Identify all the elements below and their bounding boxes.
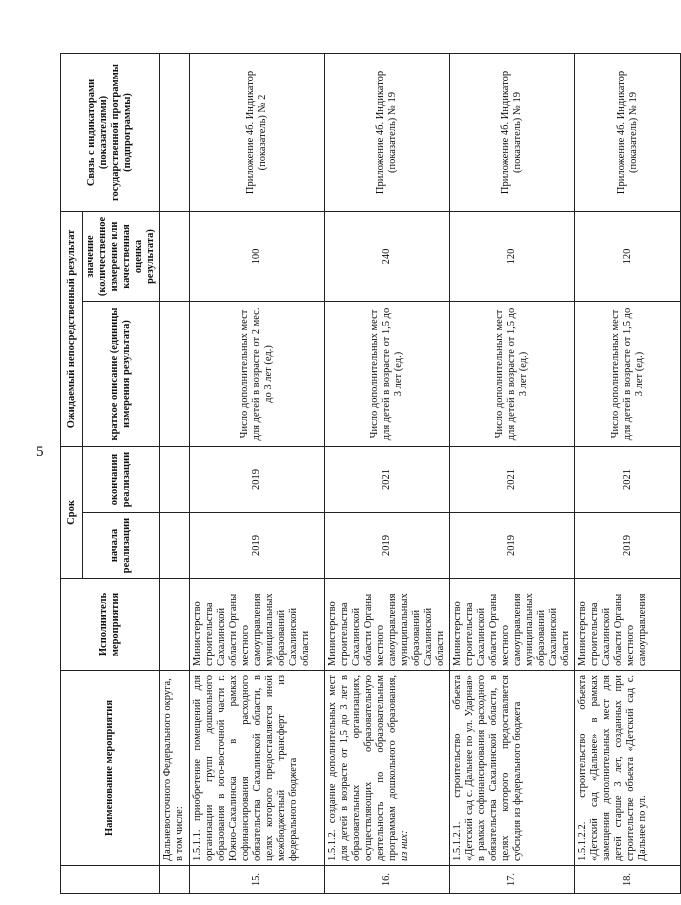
row-link: Приложение 4б. Индикатор (показатель) № 19 [325, 53, 450, 211]
table-row [325, 53, 450, 893]
row-link: Приложение 4б. Индикатор (показатель) № 19 [575, 53, 681, 211]
row-name-italic: из них: [399, 830, 410, 861]
row-name: 1.5.1.1. приобретение помещений для организации групп дошкольного образования в юго-восточной части г. Южно-Сахалинска в рамках софинансирования расходного обязательства Сахалинской области, в целях которого предоставляется иной межбюджетный трансферт из федерального бюджета [190, 671, 325, 866]
row-start: 2019 [450, 513, 575, 579]
row-desc: Число дополнительных мест для детей в возрасте от 1,5 до 3 лет (ед.) [575, 301, 681, 446]
row-link: Приложение 4б. Индикатор (показатель) № 2 [190, 53, 325, 211]
row-value: 120 [575, 211, 681, 301]
row-name: 1.5.1.2.2. строительство объекта «Детский сад «Дальнее» в рамках замещения дополнительных мест для детей старше 3 лет, созданных при строительстве объекта «Детский сад с. Дальнее по ул. [575, 671, 681, 866]
row-number: 18. [575, 866, 681, 894]
rotated-table-container [60, 54, 648, 894]
header-executor: Исполнитель мероприятия [61, 579, 160, 671]
row-name [325, 671, 450, 866]
header-link: Связь с индикаторами (показателями) государственной программы (подпрограммы) [61, 53, 160, 211]
row-name: 1.5.1.2.1. строительство объекта «Детский сад с. Дальнее по ул. Ударная» в рамках софинансирования расходного обязательства Сахалинской области, в целях которого предоставляется субсидия из федерального бюджета [450, 671, 575, 866]
header-expected: Ожидаемый непосредственный результат [61, 211, 83, 446]
continuation-text: Дальневосточного Федерального округа, в том числе: [160, 671, 190, 866]
header-end: окончания реализации [83, 446, 160, 512]
header-name: Наименование мероприятия [61, 671, 160, 866]
row-number: 15. [190, 866, 325, 894]
row-executor: Министерство строительства Сахалинской области Органы местного самоуправления [575, 579, 681, 671]
row-executor: Министерство строительства Сахалинской области Органы местного самоуправления муниципальных образований Сахалинской области [190, 579, 325, 671]
row-executor: Министерство строительства Сахалинской области Органы местного самоуправления муниципальных образований Сахалинской области [325, 579, 450, 671]
row-value: 240 [325, 211, 450, 301]
row-start: 2019 [575, 513, 681, 579]
row-executor: Министерство строительства Сахалинской области Органы местного самоуправления муниципальных образований Сахалинской области [450, 579, 575, 671]
activities-table [60, 53, 681, 894]
header-row-1 [61, 53, 83, 893]
row-end: 2021 [450, 446, 575, 512]
header-term: Срок [61, 446, 83, 578]
header-value: значение (количественное измерение или качественная оценка результата) [83, 211, 160, 301]
table-row [575, 53, 681, 893]
row-start: 2019 [190, 513, 325, 579]
row-name-text: 1.5.1.2. создание дополнительных мест для детей в возрасте от 1,5 до 3 лет в образовательных организациях, осуществляющих образовательную деятельность по образовательным программам дошкольного образования, [327, 675, 398, 861]
row-start: 2019 [325, 513, 450, 579]
row-desc: Число дополнительных мест для детей в возрасте от 2 мес. до 3 лет (ед.) [190, 301, 325, 446]
row-end: 2019 [190, 446, 325, 512]
row-number: 17. [450, 866, 575, 894]
continuation-row [160, 53, 190, 893]
header-num [61, 866, 160, 894]
header-short-desc: краткое описание (единицы измерения результата) [83, 301, 160, 446]
table-row [450, 53, 575, 893]
row-desc: Число дополнительных мест для детей в возрасте от 1,5 до 3 лет (ед.) [450, 301, 575, 446]
header-start: начала реализации [83, 513, 160, 579]
page-number: 5 [36, 444, 44, 460]
row-value: 120 [450, 211, 575, 301]
row-value: 100 [190, 211, 325, 301]
table-row [190, 53, 325, 893]
row-end: 2021 [325, 446, 450, 512]
row-number: 16. [325, 866, 450, 894]
row-desc: Число дополнительных мест для детей в возрасте от 1,5 до 3 лет (ед.) [325, 301, 450, 446]
row-end: 2021 [575, 446, 681, 512]
row-link: Приложение 4б. Индикатор (показатель) № 19 [450, 53, 575, 211]
